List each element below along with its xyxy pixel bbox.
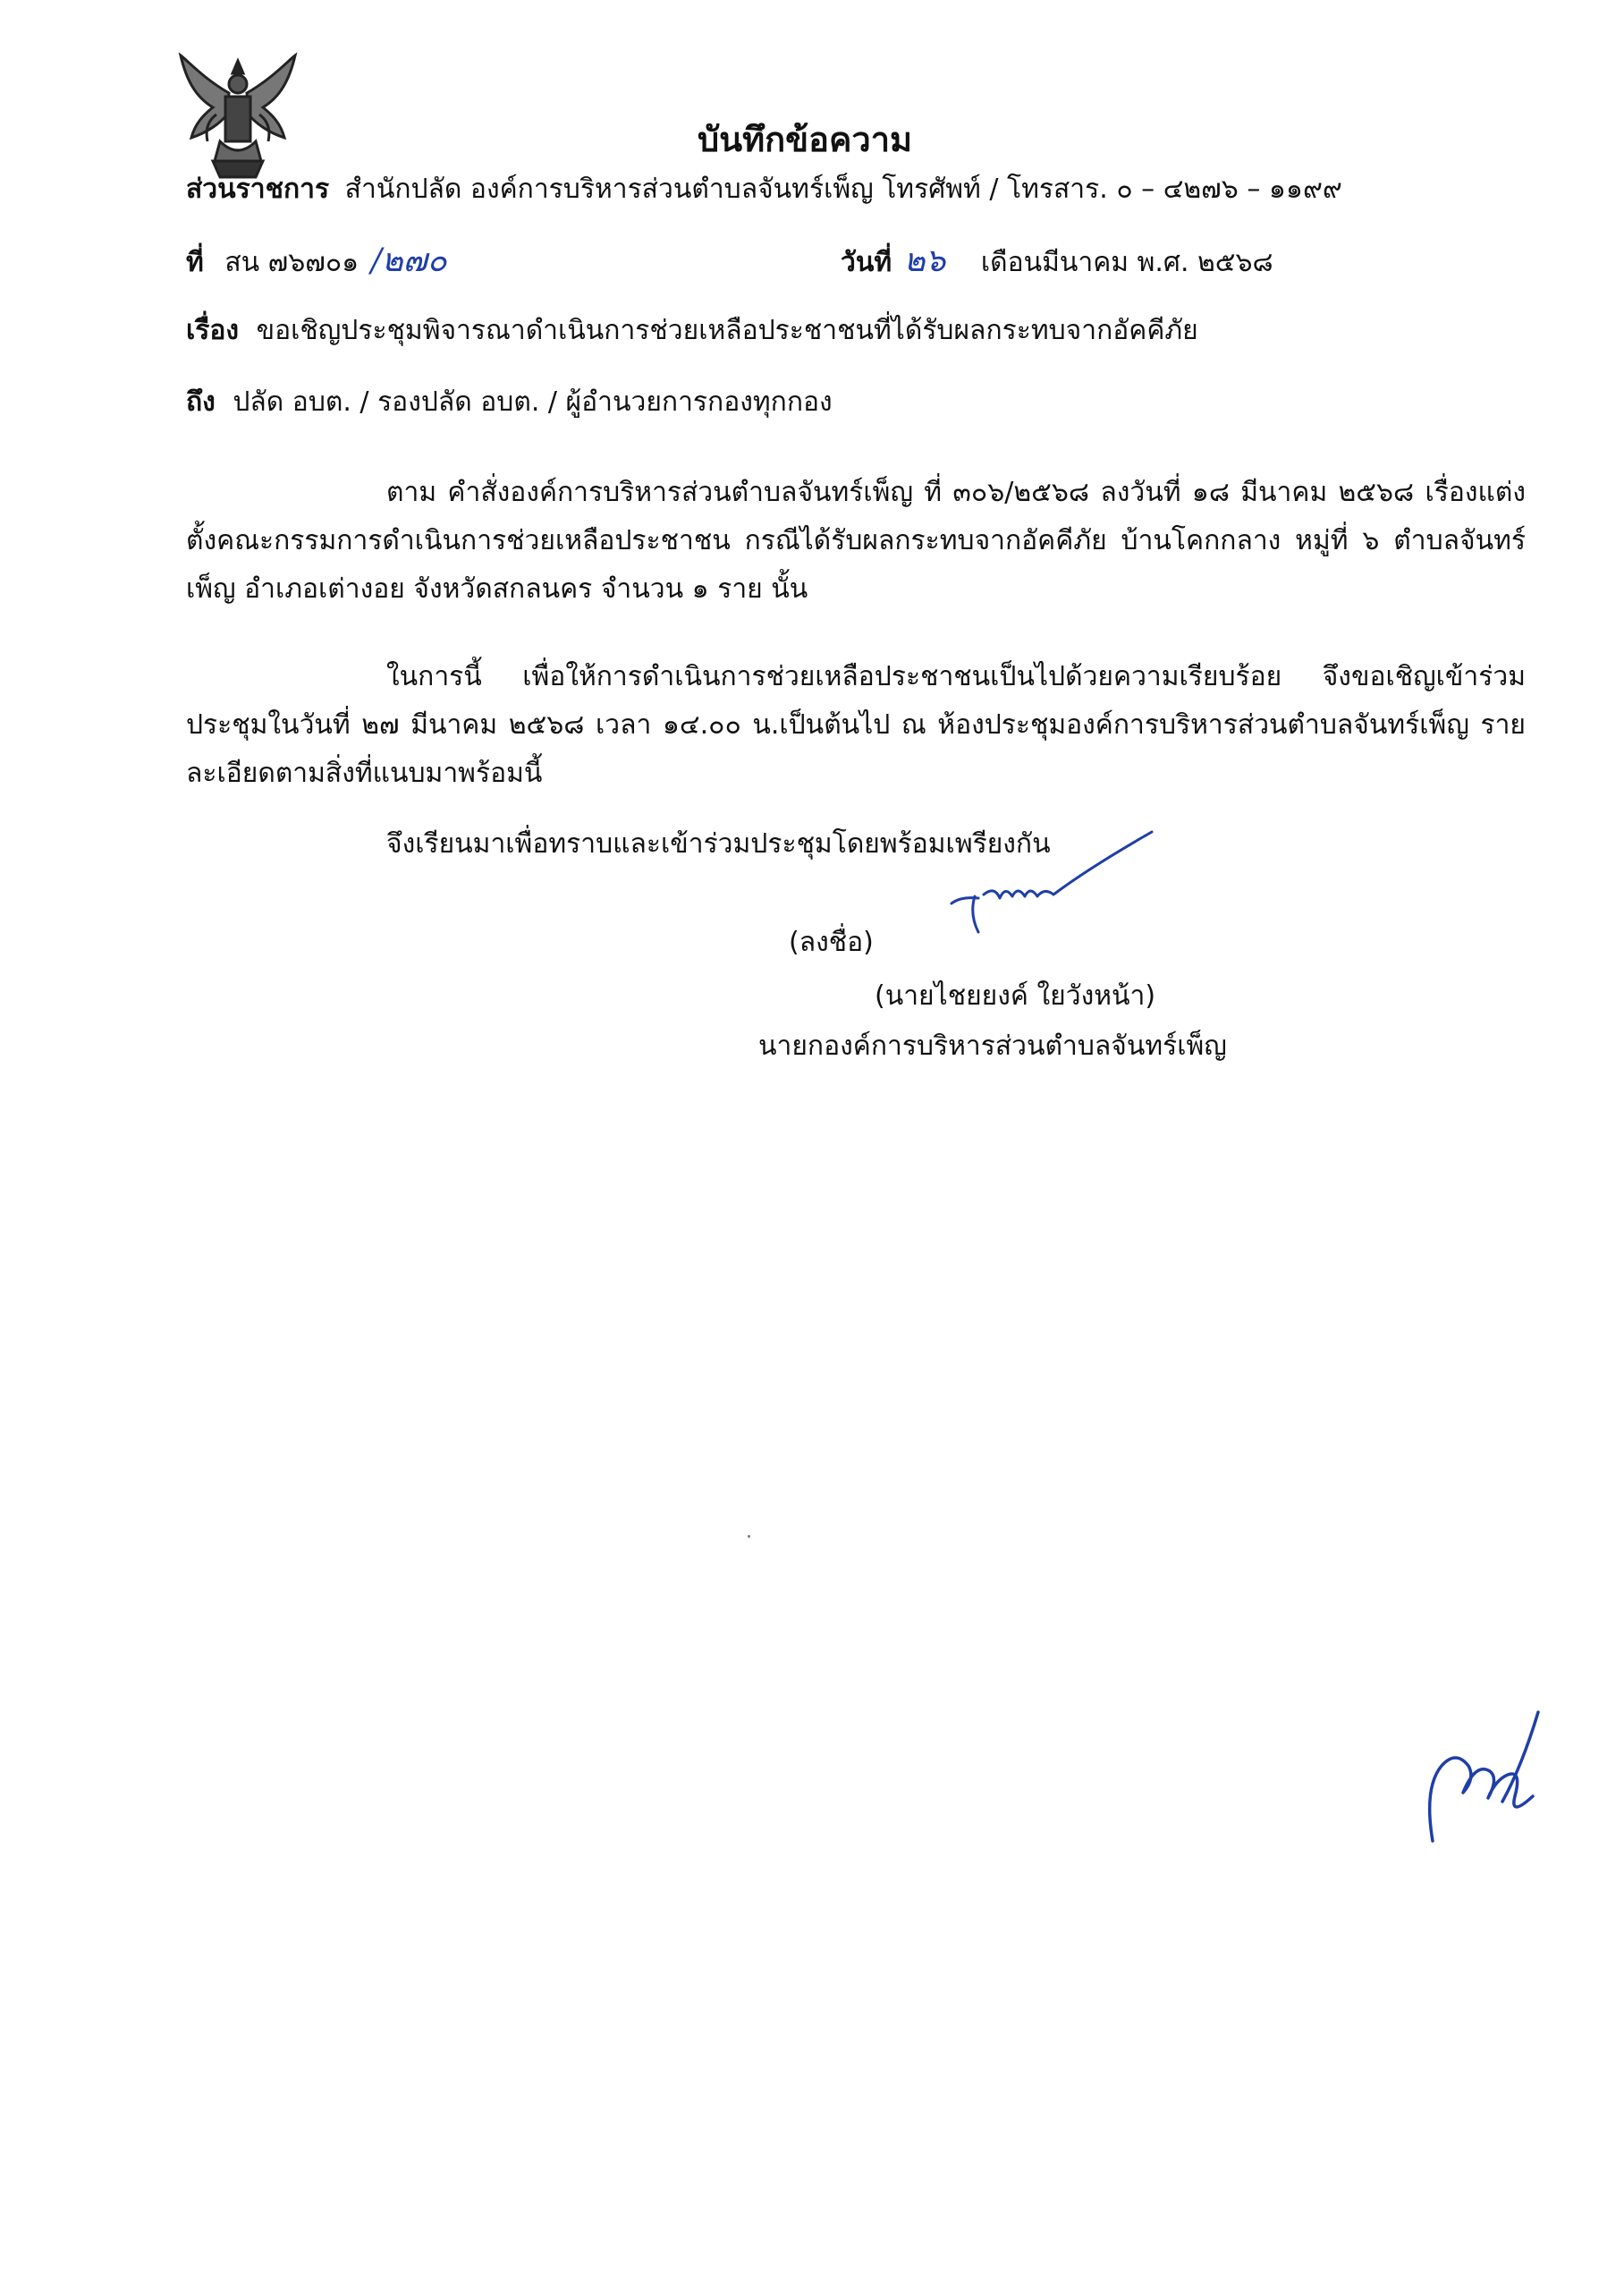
signer-name: (นายไชยยงค์ ใยวังหน้า) xyxy=(875,980,1156,1012)
reference-line xyxy=(186,243,447,281)
subject-value: ขอเชิญประชุมพิจารณาดำเนินการช่วยเหลือประชาชนที่ได้รับผลกระทบจากอัคคีภัย xyxy=(256,315,1198,346)
scan-dot xyxy=(748,1535,750,1538)
department-line xyxy=(186,172,1342,208)
handwritten-initials xyxy=(1413,1709,1574,1852)
sign-label: (ลงชื่อ) xyxy=(789,927,874,958)
closing-line: จึงเรียนมาเพื่อทราบและเข้าร่วมประชุมโดยพร้อมเพรียงกัน xyxy=(386,828,1051,860)
date-label: วันที่ xyxy=(841,247,892,278)
to-label: ถึง xyxy=(186,386,216,418)
date-month-year: เดือนมีนาคม พ.ศ. ๒๕๖๘ xyxy=(980,247,1273,278)
to-value: ปลัด อบต. / รองปลัด อบต. / ผู้อำนวยการกองทุกกอง xyxy=(233,386,833,418)
to-line xyxy=(186,385,833,420)
reference-handwritten: /๒๗๐ xyxy=(370,242,447,279)
signer-position: นายกองค์การบริหารส่วนตำบลจันทร์เพ็ญ xyxy=(758,1030,1227,1062)
subject-label: เรื่อง xyxy=(186,315,240,346)
reference-number: สน ๗๖๗๐๑ xyxy=(224,247,359,278)
date-line xyxy=(841,243,1273,281)
reference-label: ที่ xyxy=(186,247,204,278)
department-label: ส่วนราชการ xyxy=(186,174,330,205)
date-day-handwritten: ๒๖ xyxy=(903,242,946,279)
body-paragraph-2: ในการนี้ เพื่อให้การดำเนินการช่วยเหลือประชาชนเป็นไปด้วยความเรียบร้อย จึงขอเชิญเข้าร่วมประชุมในวันที่ ๒๗ มีนาคม ๒๕๖๘ เวลา ๑๔.๐๐ น.เป็นต้นไป ณ ห้องประชุมองค์การบริหารส่วนตำบลจันทร์เพ็ญ รายละเอียดตามสิ่งที่แนบมาพร้อมนี้ xyxy=(186,661,1526,789)
subject-line xyxy=(186,313,1198,349)
handwritten-signature xyxy=(948,841,1180,939)
garuda-emblem-icon xyxy=(177,52,299,186)
body-paragraph-1: ตาม คำสั่งองค์การบริหารส่วนตำบลจันทร์เพ็ญ ที่ ๓๐๖/๒๕๖๘ ลงวันที่ ๑๘ มีนาคม ๒๕๖๘ เรื่องแต่งตั้งคณะกรรมการดำเนินการช่วยเหลือประชาชน กรณีได้รับผลกระทบจากอัคคีภัย บ้านโคกกลาง หมู่ที่ ๖ ตำบลจันทร์เพ็ญ อำเภอเต่างอย จังหวัดสกลนคร จำนวน ๑ ราย นั้น xyxy=(186,477,1526,605)
memo-title: บันทึกข้อความ xyxy=(698,120,913,159)
department-value: สำนักปลัด องค์การบริหารส่วนตำบลจันทร์เพ็ญ โทรศัพท์ / โทรสาร. ๐ – ๔๒๗๖ – ๑๑๙๙ xyxy=(344,174,1342,205)
